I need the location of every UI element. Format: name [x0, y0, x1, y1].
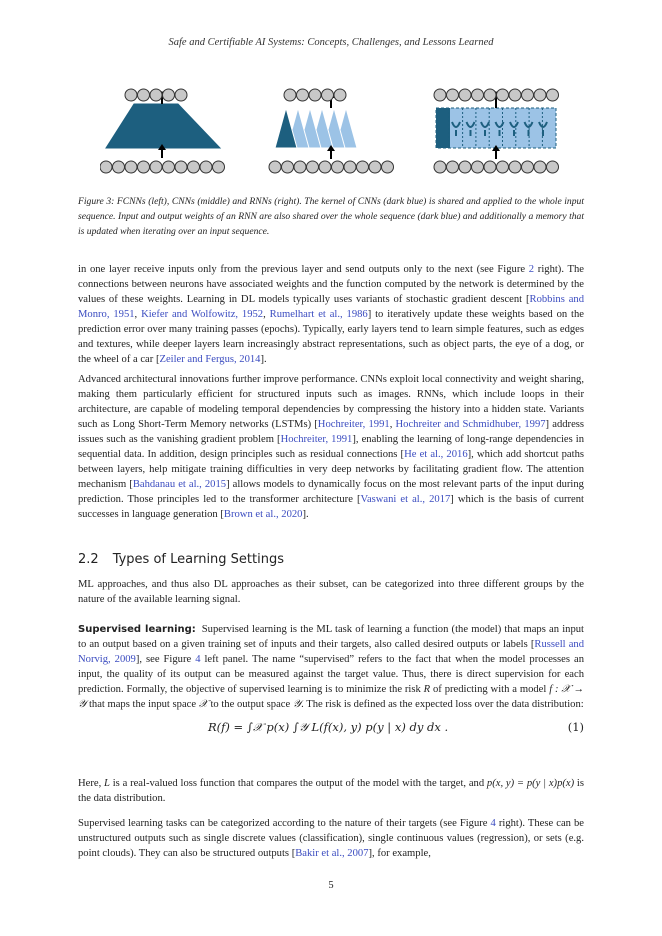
- cnn-input-node: [369, 161, 381, 173]
- text-run: ], which add shortcut paths between layers, help mitigate training difficulties in very deep networks by facilitating gradient flow. The attention mechanism [: [78, 449, 585, 490]
- rnn-output-node: [459, 89, 471, 101]
- rnn-input-node: [522, 161, 534, 173]
- rnn-input-node: [459, 161, 471, 173]
- cnn-input-node: [332, 161, 344, 173]
- paragraph-2: [78, 372, 584, 522]
- equation-number: (1): [567, 720, 584, 734]
- text-run: ML approaches, and thus also DL approaches as their subset, can be categorized into three different groups by the nature of the available learning signal.: [78, 579, 584, 605]
- rnn-input-node: [472, 161, 484, 173]
- citation-link[interactable]: Hochreiter and Schmidhuber, 1997: [395, 419, 546, 430]
- text-run: ] to iteratively update these weights based on the prediction error over many training passes (epochs). Typically, early layers tend to learn simple features, such as edges and textures, while deeper layers learn increasingly abstract representations, such as object parts, the eye of a dog, or the wheel of a car [: [78, 309, 584, 365]
- text-run: ].: [302, 509, 309, 520]
- fcnn-input-node: [175, 161, 187, 173]
- rnn-output-node: [447, 89, 459, 101]
- cnn-output-node: [297, 89, 309, 101]
- supervised-learning-heading: Supervised learning:: [78, 624, 196, 635]
- cnn-output-node: [334, 89, 346, 101]
- fcnn-output-node: [138, 89, 150, 101]
- rnn-output-node: [534, 89, 546, 101]
- text-run: Supervised learning tasks can be categorized according to the nature of their targets (see Figure: [78, 818, 491, 829]
- rnn-shared-weights: [436, 108, 450, 148]
- text-run: ], enabling the learning of long-range dependencies in sequential data. In addition, design principles such as residual connections [: [78, 434, 585, 460]
- cnn-input-node: [357, 161, 369, 173]
- rnn-output-node: [484, 89, 496, 101]
- citation-link[interactable]: Kiefer and Wolfowitz, 1952: [141, 309, 264, 320]
- cnn-output-node: [309, 89, 321, 101]
- text-run: ], for example,: [368, 848, 431, 859]
- inline-math: L: [104, 778, 110, 789]
- text-run: Here,: [78, 778, 105, 789]
- fcnn-input-node: [100, 161, 112, 173]
- running-header: Safe and Certifiable AI Systems: Concepts, Challenges, and Lessons Learned: [168, 37, 494, 48]
- paragraph-1: [78, 262, 584, 367]
- text-run: ] which is the basis of current successes in language generation [: [78, 494, 584, 520]
- text-run: Supervised learning is the ML task of learning a function (the model) that maps an input to an output based on a given training set of inputs and their targets, also called desired outputs or labels [: [78, 624, 585, 650]
- fcnn-output-node: [175, 89, 187, 101]
- rnn-output-node: [497, 89, 509, 101]
- fcnn-input-node: [150, 161, 162, 173]
- fcnn-input-node: [113, 161, 125, 173]
- text-run: Advanced architectural innovations further improve performance. CNNs exploit local connectivity and weight sharing, making them particularly efficient for structured inputs such as images. RNNs, which include loops in their architecture, are capable of modeling temporal dependencies by compressing the history into a hidden state. Variants such as Long Short-Term Memory networks (LSTMs) [: [78, 374, 584, 430]
- fcnn-output-node: [150, 89, 162, 101]
- inline-math: 𝒴: [292, 699, 302, 710]
- rnn-input-node: [509, 161, 521, 173]
- fcnn-output-node: [163, 89, 175, 101]
- fcnn-output-node: [125, 89, 137, 101]
- text-run: of predicting with a model: [430, 684, 550, 695]
- fcnn-input-node: [125, 161, 137, 173]
- text-run: is a real-valued loss function that compares the output of the model with the target, and: [109, 778, 487, 789]
- inline-math: f : 𝒳 → 𝒴: [78, 684, 584, 710]
- text-run: left panel. The name “supervised” refers to the fact that when the model processes an input, the quality of its output can be measured against the target value. Thus, there is direct supervision for each prediction. Formally, the objective of supervised learning is to minimize the risk: [78, 654, 584, 695]
- equation-expression: R(f) = ∫𝒳 p(x) ∫𝒴 L(f(x), y) p(y | x) dy dx .: [208, 720, 449, 734]
- inline-math: p(x, y) = p(y | x)p(x): [486, 778, 575, 789]
- rnn-output-node: [434, 89, 446, 101]
- fcnn-input-node: [213, 161, 225, 173]
- rnn-input-node: [484, 161, 496, 173]
- inline-math: R: [423, 684, 431, 695]
- text-run: ,: [263, 309, 270, 320]
- cnn-output-node: [284, 89, 296, 101]
- paragraph-5: [78, 776, 584, 806]
- text-run: ] allows models to dynamically focus on the most relevant parts of the input during prediction. Those principles led to the transformer architecture [: [78, 479, 584, 505]
- paragraph-4-text: [78, 624, 584, 710]
- rnn-output-node: [509, 89, 521, 101]
- fcnn-input-node: [138, 161, 150, 173]
- fcnn-input-node: [163, 161, 175, 173]
- rnn-input-node: [534, 161, 546, 173]
- text-run: ,: [134, 309, 142, 320]
- equation-1: [78, 716, 584, 766]
- text-run: ].: [260, 354, 267, 365]
- rnn-recurrent-layer: [436, 108, 556, 148]
- text-run: right). These can be unstructured outputs such as single discrete values (classification), single continuous values (regression), or sets (e.g. point clouds). They can also be structured outputs [: [78, 818, 584, 859]
- text-run: ] address issues such as the vanishing gradient problem [: [78, 419, 585, 445]
- page-number: 5: [328, 880, 334, 891]
- cnn-output-node: [322, 89, 334, 101]
- citation-link[interactable]: Bahdanau et al., 2015: [132, 479, 227, 490]
- text-run: . The risk is defined as the expected loss over the data distribution:: [301, 699, 584, 710]
- figure-3-network-diagrams: [100, 84, 560, 184]
- rnn-input-node: [547, 161, 559, 173]
- paragraph-4: [78, 622, 584, 712]
- text-run: is the data distribution.: [78, 778, 584, 804]
- fcnn-panel: [106, 91, 220, 158]
- cnn-input-node: [269, 161, 281, 173]
- text-run: ,: [389, 419, 396, 430]
- citation-link[interactable]: Vaswani et al., 2017: [360, 494, 451, 505]
- text-run: right). The connections between neurons have associated weights and the function computed by the network is determined by the values of these weights. Learning in DL models typically uses variants of stochastic gradient descent [: [78, 264, 584, 305]
- cnn-input-node: [307, 161, 319, 173]
- citation-link[interactable]: Bakir et al., 2007: [295, 848, 369, 859]
- cnn-input-node: [382, 161, 394, 173]
- text-run: in one layer receive inputs only from the previous layer and send outputs only to the next (see Figure: [78, 264, 529, 275]
- citation-link[interactable]: Hochreiter, 1991: [317, 419, 390, 430]
- citation-link[interactable]: Hochreiter, 1991: [280, 434, 353, 445]
- rnn-input-node: [497, 161, 509, 173]
- paragraph-6: [78, 816, 584, 861]
- cnn-input-node: [319, 161, 331, 173]
- rnn-output-node: [472, 89, 484, 101]
- citation-link[interactable]: 4: [490, 818, 496, 829]
- fcnn-input-node: [200, 161, 212, 173]
- citation-link[interactable]: Russell and Norvig, 2009: [78, 639, 584, 665]
- rnn-input-node: [447, 161, 459, 173]
- rnn-output-node: [522, 89, 534, 101]
- text-run: that maps the input space: [86, 699, 199, 710]
- fcnn-input-node: [188, 161, 200, 173]
- cnn-input-node: [344, 161, 356, 173]
- citation-link[interactable]: 4: [195, 654, 201, 665]
- citation-link[interactable]: Zeiler and Fergus, 2014: [159, 354, 261, 365]
- cnn-input-node: [282, 161, 294, 173]
- section-title: Types of Learning Settings: [112, 552, 285, 567]
- cnn-input-node: [294, 161, 306, 173]
- citation-link[interactable]: Robbins and Monro, 1951: [78, 294, 584, 320]
- text-run: to the output space: [207, 699, 293, 710]
- citation-link[interactable]: Rumelhart et al., 1986: [269, 309, 368, 320]
- fcnn-dense-layer: [106, 104, 220, 148]
- inline-math: 𝒳: [198, 699, 208, 710]
- citation-link[interactable]: He et al., 2016: [404, 449, 468, 460]
- paragraph-3: [78, 577, 584, 607]
- rnn-input-node: [434, 161, 446, 173]
- rnn-output-node: [547, 89, 559, 101]
- citation-link[interactable]: 2: [528, 264, 535, 275]
- citation-link[interactable]: Brown et al., 2020: [223, 509, 303, 520]
- section-number: 2.2: [78, 552, 99, 567]
- section-heading: [78, 552, 284, 567]
- figure-caption: Figure 3: FCNNs (left), CNNs (middle) and RNNs (right). The kernel of CNNs (dark blue) is shared and applied to the whole input sequence. Input and output weights of an RNN are also shared over the whole sequence (dark blue) and additionally a memory that is updated when iterating over an input sequence.: [78, 196, 584, 237]
- text-run: ], see Figure: [135, 654, 196, 665]
